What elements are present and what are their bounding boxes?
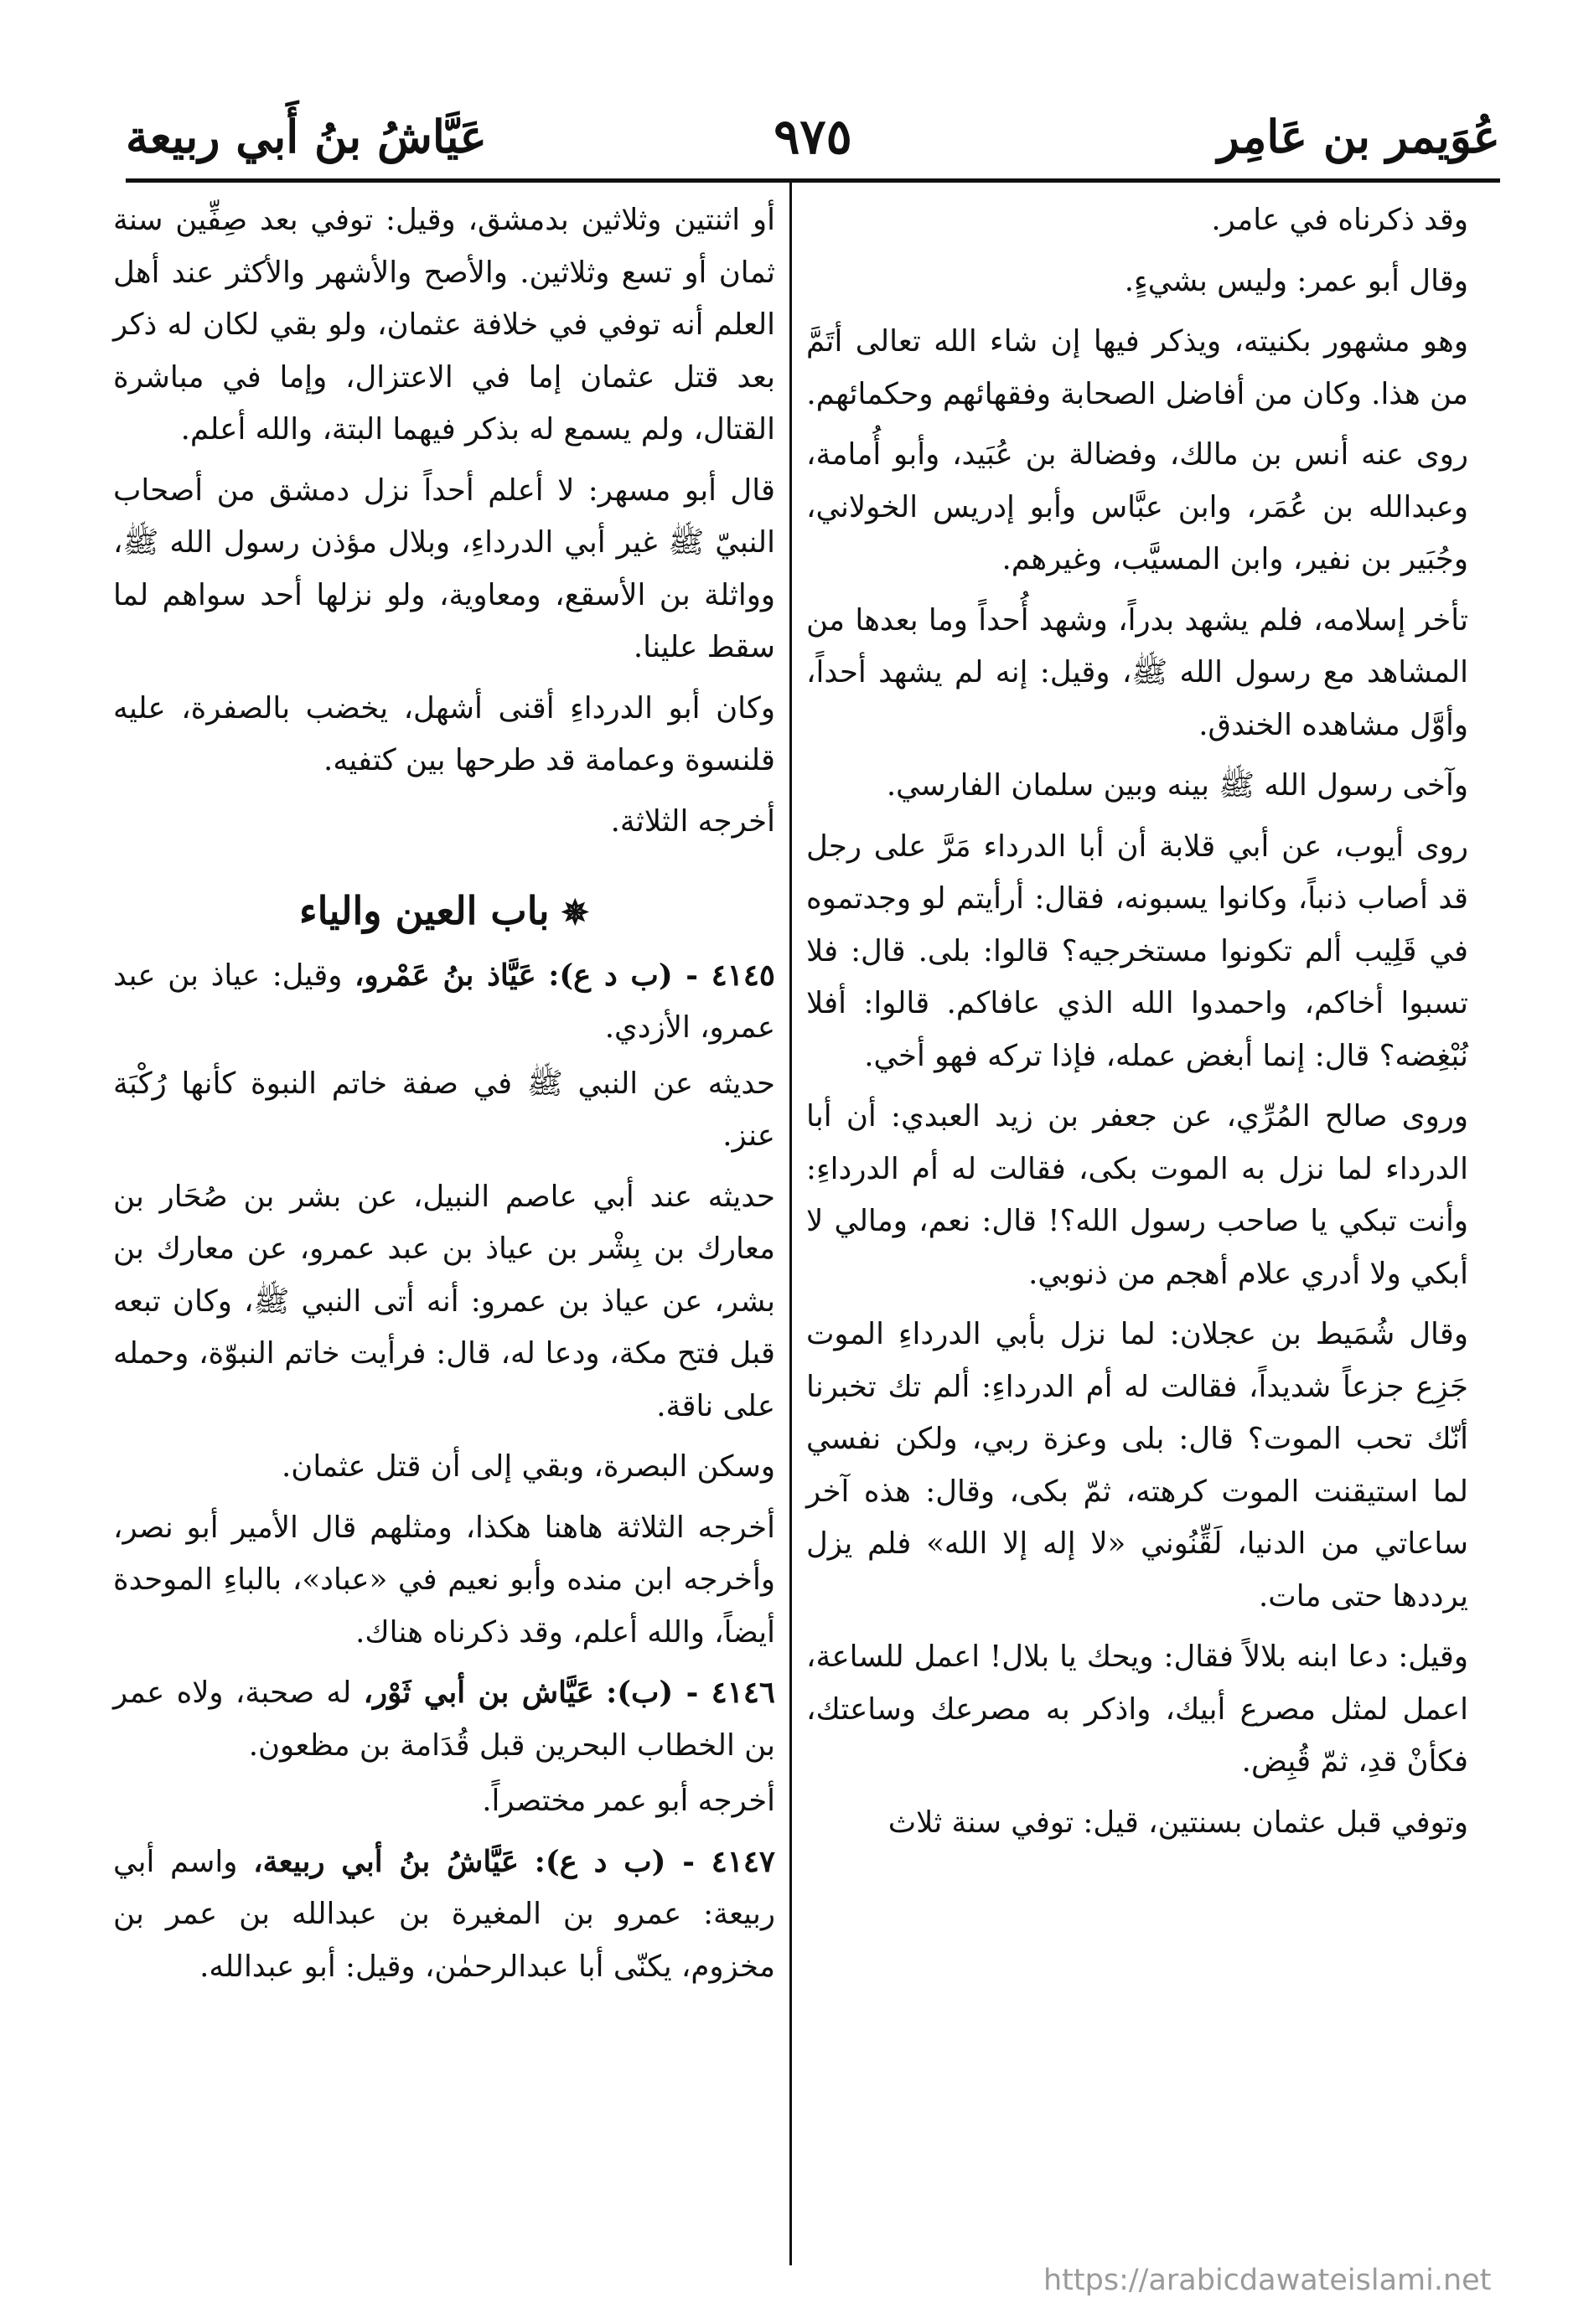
paragraph: قال أبو مسهر: لا أعلم أحداً نزل دمشق من أصحاب النبيّ ﷺ غير أبي الدرداءِ، وبلال مؤذن رسول الله ﷺ، وواثلة بن الأسقع، ومعاوية، ولو نزلها أحد سواهم لما سقط علينا. xyxy=(113,473,775,664)
paragraph: حديثه عند أبي عاصم النبيل، عن بشر بن صُحَار بن معارك بن بِشْر بن عياذ بن عبد عمرو، عن معارك بن بشر، عن عياذ بن عمرو: أنه أتى النبي ﷺ، وكان تبعه قبل فتح مكة، ودعا له، قال: فرأيت خاتم النبوّة، وحمله على ناقة. xyxy=(113,1179,775,1423)
paragraph: وتوفي قبل عثمان بسنتين، قيل: توفي سنة ثلاث xyxy=(887,1805,1468,1840)
running-title-right: عُوَيمر بن عَامِر xyxy=(1217,110,1500,163)
column-divider xyxy=(789,183,792,2265)
paragraph: وروى صالح المُرِّي، عن جعفر بن زيد العبدي: أن أبا الدرداء لما نزل به الموت بكى، فقالت له أم الدرداءِ: وأنت تبكي يا صاحب رسول الله؟! قال: نعم، ومالي لا أبكي ولا أدري علام أهجم من ذنوبي. xyxy=(806,1099,1468,1291)
section-title-text: باب العين والياء xyxy=(298,888,550,933)
paragraph: أو اثنتين وثلاثين بدمشق، وقيل: توفي بعد صِفِّين سنة ثمان أو تسع وثلاثين. والأصح والأشهر والأكثر عند أهل العلم أنه توفي في خلافة عثمان، ولو بقي لكان له ذكر بعد قتل عثمان إما في الاعتزال، وإما في مباشرة القتال، ولم يسمع له بذكر فيهما البتة، والله أعلم. xyxy=(113,203,775,447)
paragraph: وكان أبو الدرداءِ أقنى أشهل، يخضب بالصفرة، عليه قلنسوة وعمامة قد طرحها بين كتفيه. xyxy=(113,690,775,777)
paragraph: وقال شُمَيط بن عجلان: لما نزل بأبي الدرداءِ الموت جَزِع جزعاً شديداً، فقالت له أم الدرداءِ: ألم تك تخبرنا أنّك تحب الموت؟ قال: بلى وعزة ربي، ولكن نفسي لما استيقنت الموت كرهته، ثمّ بكى، وقال: هذه آخر ساعاتي من الدنيا، لَقِّنُوني «لا إله إلا الله» فلم يزل يرددها حتى مات. xyxy=(806,1317,1468,1614)
paragraph: وسكن البصرة، وبقي إلى أن قتل عثمان. xyxy=(282,1449,775,1484)
paragraph: وقيل: دعا ابنه بلالاً فقال: ويحك يا بلال! اعمل للساعة، اعمل لمثل مصرع أبيك، واذكر به مصرعك وساعتك، فكأنْ قدِ، ثمّ قُبِض. xyxy=(806,1640,1468,1779)
entry-number: ٤١٤٦ - (ب): xyxy=(606,1676,775,1710)
star-ornament-icon: ✵ xyxy=(561,893,590,932)
entry-number: ٤١٤٥ - (ب د ع): xyxy=(548,958,775,993)
paragraph: أخرجه الثلاثة هاهنا هكذا، ومثلهم قال الأمير أبو نصر، وأخرجه ابن منده وأبو نعيم في «عباد»، بالباءِ الموحدة أيضاً، والله أعلم، وقد ذكرناه هناك. xyxy=(113,1510,775,1650)
paragraph: وآخى رسول الله ﷺ بينه وبين سلمان الفارسي. xyxy=(886,768,1468,803)
entry-4145 xyxy=(113,950,775,1055)
page-number: ٩٧٥ xyxy=(774,108,852,165)
paragraph: وقد ذكرناه في عامر. xyxy=(1211,203,1468,237)
paragraph: تأخر إسلامه، فلم يشهد بدراً، وشهد أُحداً وما بعدها من المشاهد مع رسول الله ﷺ، وقيل: إنه لم يشهد أحداً، وأوَّل مشاهده الخندق. xyxy=(806,602,1468,742)
paragraph: أخرجه أبو عمر مختصراً. xyxy=(482,1784,775,1818)
source-watermark: https://arabicdawateislami.net xyxy=(1043,2264,1492,2297)
left-column xyxy=(113,194,775,1996)
section-heading xyxy=(113,885,775,940)
header-rule xyxy=(126,178,1500,183)
entry-text: له صحبة، ولاه عمر بن الخطاب البحرين قبل قُدَامة بن مظعون. xyxy=(113,1676,775,1763)
paragraph: حديثه عن النبي ﷺ في صفة خاتم النبوة كأنها رُكْبَة عنز. xyxy=(113,1066,775,1153)
paragraph: وهو مشهور بكنيته، ويذكر فيها إن شاء الله تعالى أتَمَّ من هذا. وكان من أفاضل الصحابة وفقهائهم وحكمائهم. xyxy=(806,324,1468,411)
paragraph: روى أيوب، عن أبي قلابة أن أبا الدرداء مَرَّ على رجل قد أصاب ذنباً، وكانوا يسبونه، فقال: أرأيتم لو وجدتموه في قَلِيب ألم تكونوا مستخرجيه؟ قالوا: بلى. قال: فلا تسبوا أخاكم، واحمدوا الله الذي عافاكم. قالوا: أفلا نُبْغِضه؟ قال: إنما أبغض عمله، فإذا تركه فهو أخي. xyxy=(806,829,1468,1073)
entry-name: عَيَّاشُ بنُ أبي ربيعة، xyxy=(253,1844,520,1879)
right-column xyxy=(806,194,1468,1857)
entry-4147 xyxy=(113,1836,775,1994)
running-title-left: عَيَّاشُ بنُ أَبي ربيعة xyxy=(126,110,487,163)
entry-number: ٤١٤٧ - (ب د ع): xyxy=(534,1844,775,1879)
entry-name: عَيَّاذ بنُ عَمْرو، xyxy=(354,958,536,993)
paragraph: روى عنه أنس بن مالك، وفضالة بن عُبَيد، وأبو أُمامة، وعبدالله بن عُمَر، وابن عبَّاس وأبو إدريس الخولاني، وجُبَير بن نفير، وابن المسيَّب، وغيرهم. xyxy=(806,437,1468,576)
entry-text: واسم أبي ربيعة: عمرو بن المغيرة بن عبدالله بن عمر بن مخزوم، يكنّى أبا عبدالرحمٰن، وقيل: أبو عبدالله. xyxy=(113,1844,775,1984)
paragraph: وقال أبو عمر: وليس بشيءٍ. xyxy=(1124,263,1468,298)
paragraph: أخرجه الثلاثة. xyxy=(610,803,775,839)
page-header xyxy=(126,99,1500,174)
entry-4146 xyxy=(113,1667,775,1772)
entry-text: وقيل: عياذ بن عبد عمرو، الأزدي. xyxy=(113,958,775,1045)
entry-name: عَيَّاش بن أبي ثَوْر، xyxy=(363,1676,594,1710)
